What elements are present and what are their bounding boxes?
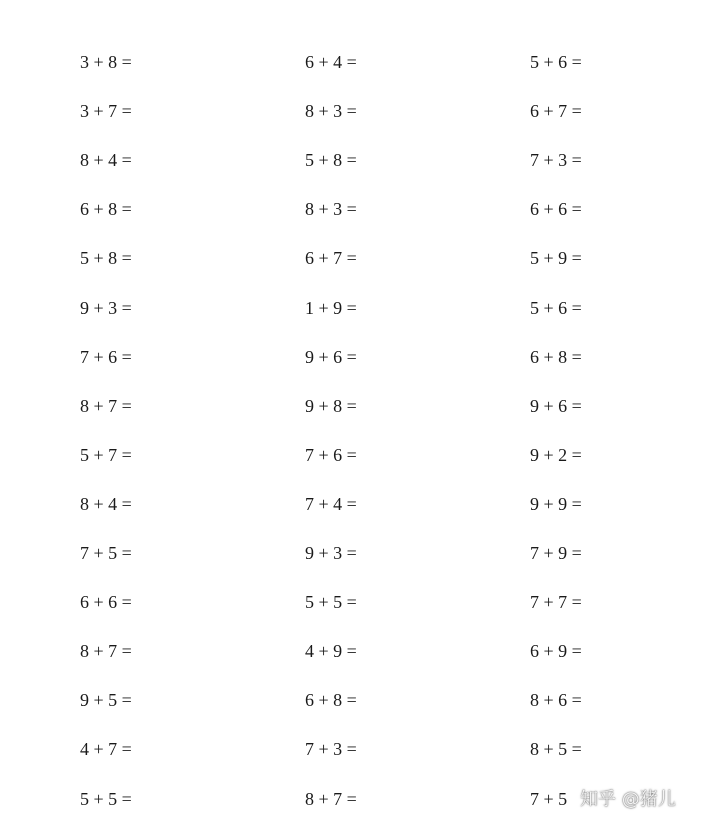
problem-c2-r6: 1 + 9 = <box>305 298 357 318</box>
problem-c3-r1: 5 + 6 = <box>530 52 582 72</box>
problem-c3-r7: 6 + 8 = <box>530 347 582 367</box>
problem-c1-r16: 5 + 5 = <box>80 789 132 809</box>
problem-c2-r9: 7 + 6 = <box>305 445 357 465</box>
watermark: 知乎 @猪儿 <box>580 789 676 810</box>
problem-c1-r7: 7 + 6 = <box>80 347 132 367</box>
problem-c2-r7: 9 + 6 = <box>305 347 357 367</box>
problem-c2-r13: 4 + 9 = <box>305 641 357 661</box>
problem-c3-r2: 6 + 7 = <box>530 101 582 121</box>
problem-c3-r12: 7 + 7 = <box>530 592 582 612</box>
problem-c3-r14: 8 + 6 = <box>530 690 582 710</box>
problem-c2-r3: 5 + 8 = <box>305 150 357 170</box>
problem-c3-r16: 7 + 5 <box>530 789 568 809</box>
problem-c1-r14: 9 + 5 = <box>80 690 132 710</box>
problem-c2-r15: 7 + 3 = <box>305 739 357 759</box>
problem-c2-r8: 9 + 8 = <box>305 396 357 416</box>
problem-c2-r10: 7 + 4 = <box>305 494 357 514</box>
problem-c2-r12: 5 + 5 = <box>305 592 357 612</box>
problem-c2-r11: 9 + 3 = <box>305 543 357 563</box>
problem-c1-r9: 5 + 7 = <box>80 445 132 465</box>
problem-c3-r11: 7 + 9 = <box>530 543 582 563</box>
problem-c3-r5: 5 + 9 = <box>530 248 582 268</box>
problem-c3-r10: 9 + 9 = <box>530 494 582 514</box>
problem-c1-r6: 9 + 3 = <box>80 298 132 318</box>
problem-c2-r2: 8 + 3 = <box>305 101 357 121</box>
problem-c1-r4: 6 + 8 = <box>80 199 132 219</box>
problem-c3-r9: 9 + 2 = <box>530 445 582 465</box>
problem-c1-r11: 7 + 5 = <box>80 543 132 563</box>
problem-c3-r3: 7 + 3 = <box>530 150 582 170</box>
problem-c1-r1: 3 + 8 = <box>80 52 132 72</box>
problem-c2-r1: 6 + 4 = <box>305 52 357 72</box>
problem-c3-r4: 6 + 6 = <box>530 199 582 219</box>
problem-c1-r5: 5 + 8 = <box>80 248 132 268</box>
problem-c3-r6: 5 + 6 = <box>530 298 582 318</box>
problem-c2-r5: 6 + 7 = <box>305 248 357 268</box>
problem-c3-r13: 6 + 9 = <box>530 641 582 661</box>
problem-c1-r15: 4 + 7 = <box>80 739 132 759</box>
problem-c1-r13: 8 + 7 = <box>80 641 132 661</box>
problem-c2-r14: 6 + 8 = <box>305 690 357 710</box>
problem-c1-r8: 8 + 7 = <box>80 396 132 416</box>
problem-c3-r15: 8 + 5 = <box>530 739 582 759</box>
problem-c1-r3: 8 + 4 = <box>80 150 132 170</box>
problem-c3-r8: 9 + 6 = <box>530 396 582 416</box>
problem-c1-r2: 3 + 7 = <box>80 101 132 121</box>
problem-c1-r12: 6 + 6 = <box>80 592 132 612</box>
problem-c1-r10: 8 + 4 = <box>80 494 132 514</box>
problem-c2-r4: 8 + 3 = <box>305 199 357 219</box>
problem-c2-r16: 8 + 7 = <box>305 789 357 809</box>
